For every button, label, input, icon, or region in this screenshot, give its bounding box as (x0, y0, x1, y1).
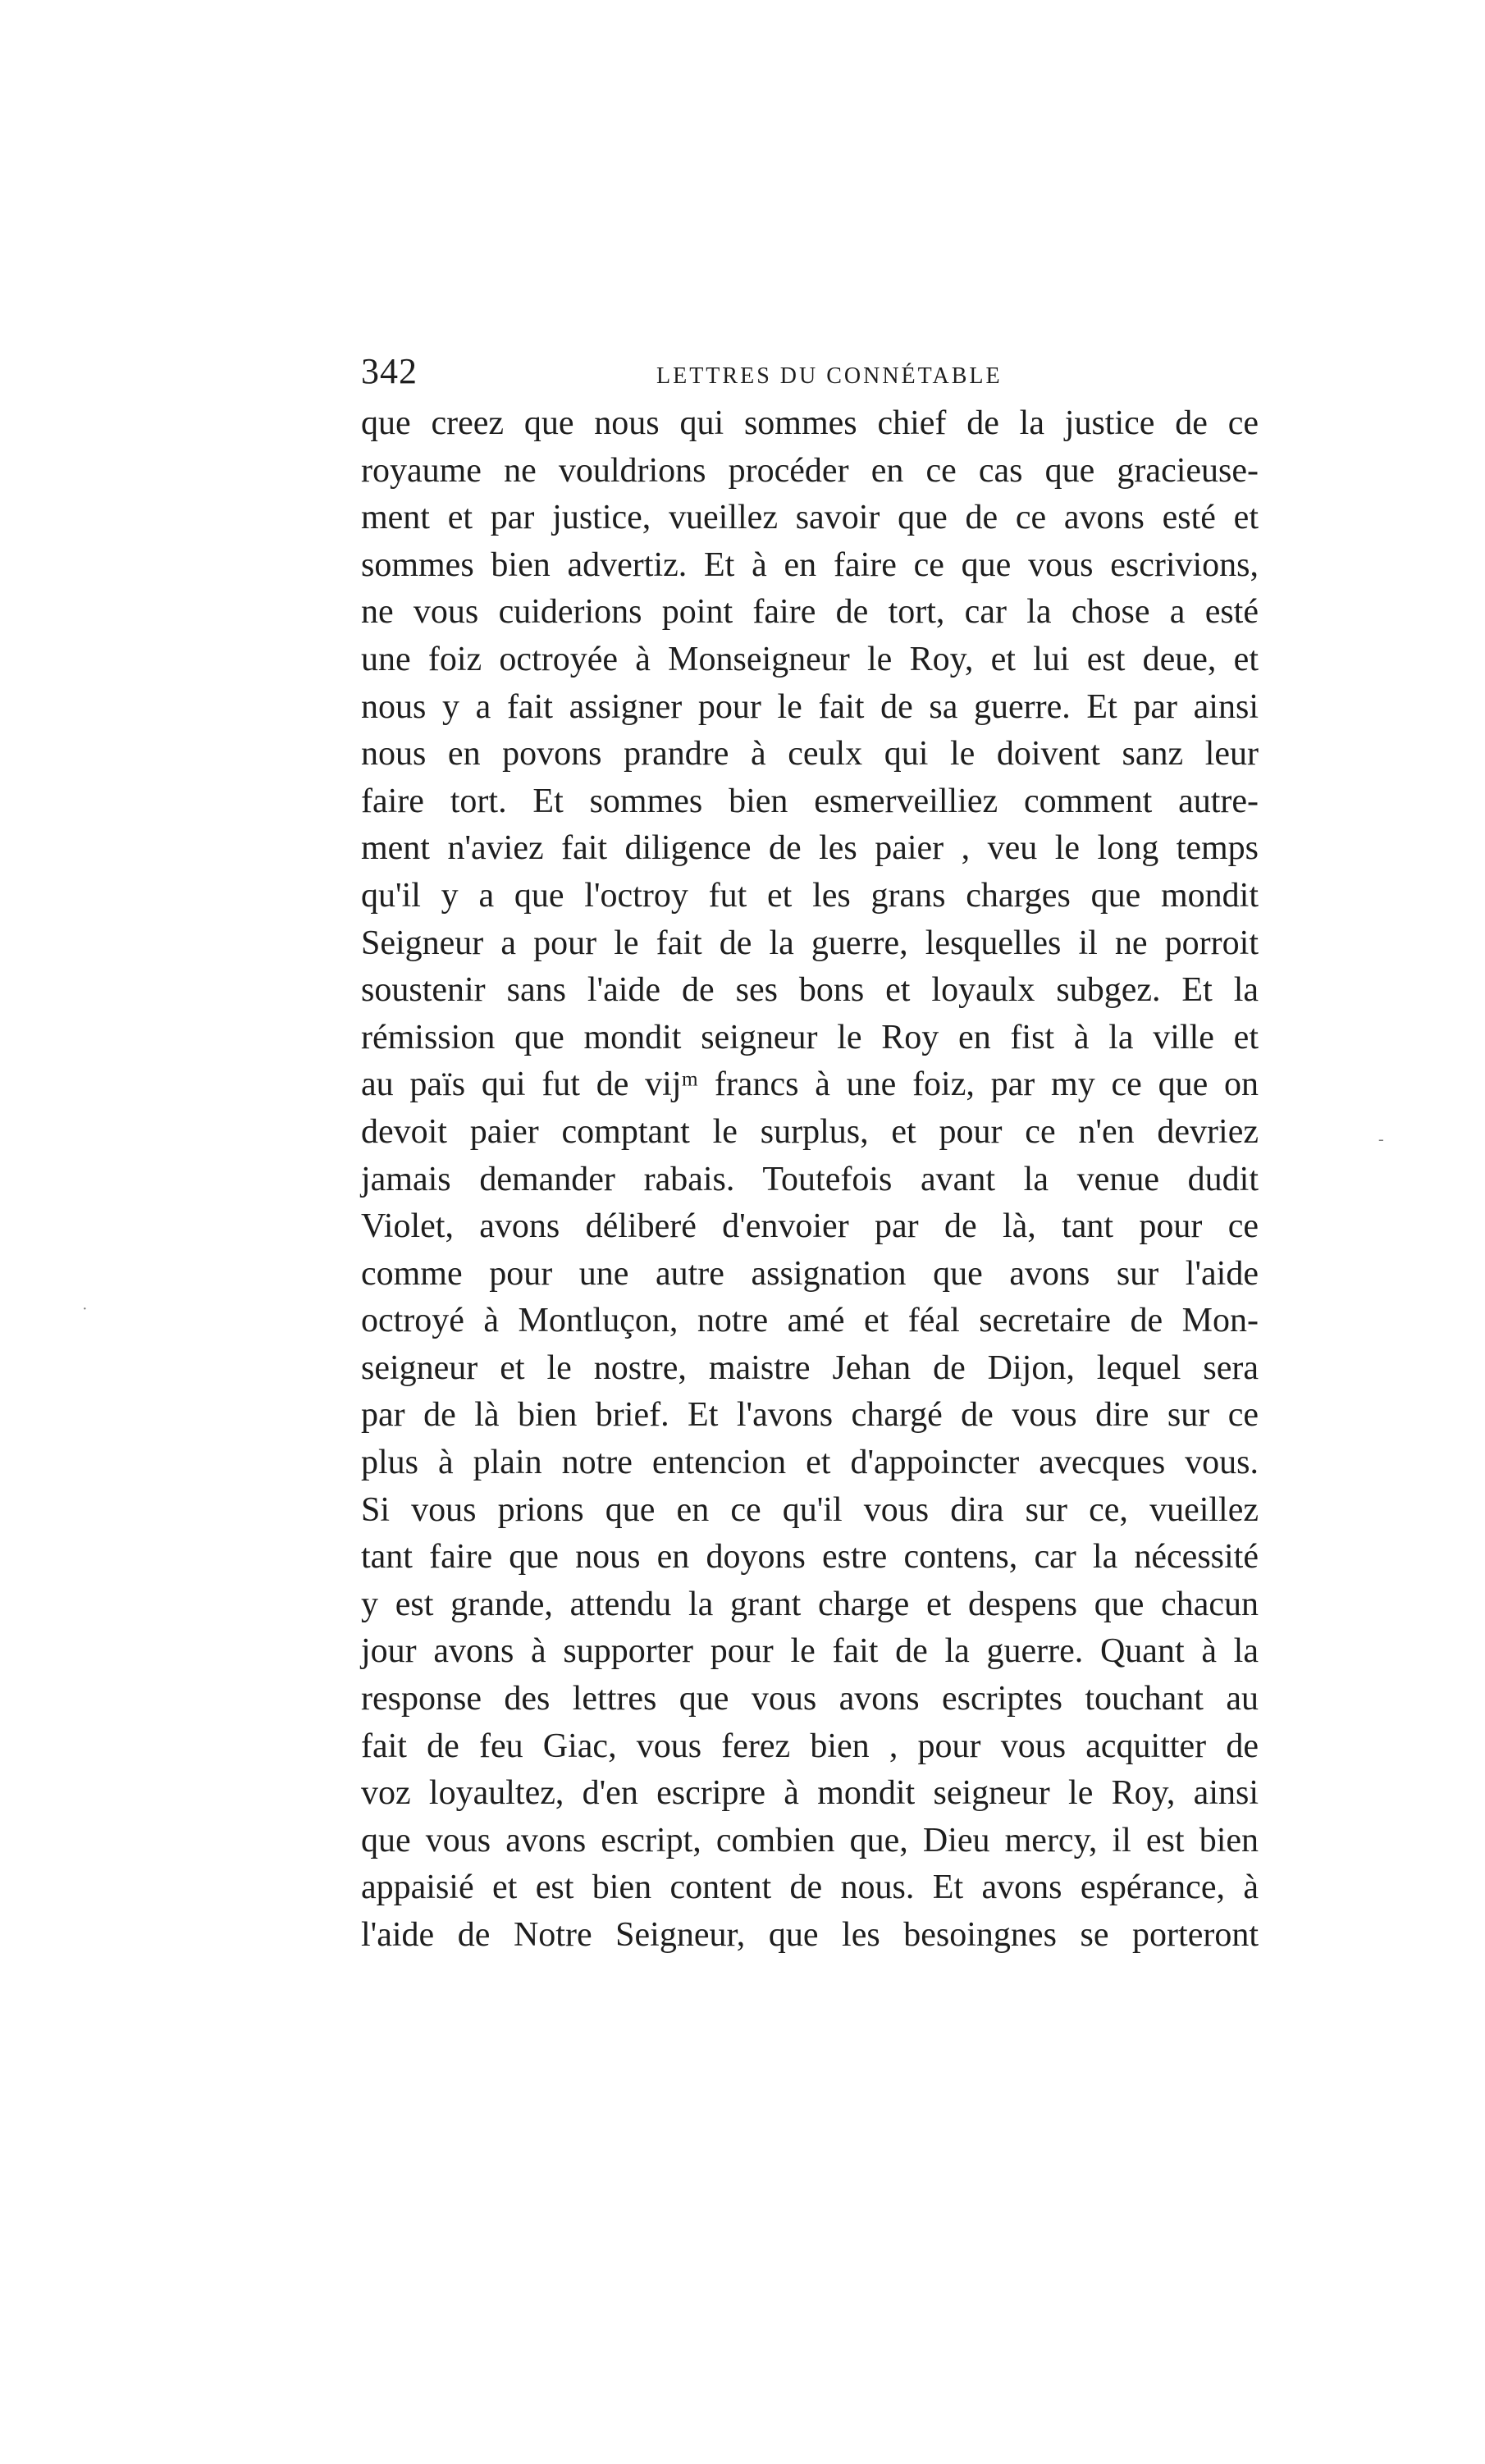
text-line: plus à plain notre entencion et d'appoincter avecques vous. (361, 1444, 1259, 1482)
text-line: jour avons à supporter pour le fait de la guerre. Quant à la (361, 1632, 1259, 1671)
text-line: une foiz octroyée à Monseigneur le Roy, et lui est deue, et (361, 640, 1259, 678)
text-line: voz loyaultez, d'en escripre à mondit seigneur le Roy, ainsi (361, 1774, 1259, 1813)
text-line: ment et par justice, vueillez savoir que de ce avons esté et (361, 499, 1259, 537)
text-line: ment n'aviez fait diligence de les paier , veu le long temps (361, 829, 1259, 868)
text-line: qu'il y a que l'octroy fut et les grans charges que mondit (361, 876, 1259, 915)
text-line: devoit paier comptant le surplus, et pour ce n'en devriez (361, 1112, 1259, 1151)
text-line: ne vous cuiderions point faire de tort, car la chose a esté (361, 593, 1259, 632)
text-line: par de là bien brief. Et l'avons chargé de vous dire sur ce (361, 1396, 1259, 1435)
text-line: rémission que mondit seigneur le Roy en fist à la ville et (361, 1018, 1259, 1056)
text-line: seigneur et le nostre, maistre Jehan de Dijon, lequel sera (361, 1348, 1259, 1387)
running-title: LETTRES DU CONNÉTABLE (656, 363, 1003, 389)
text-line: au païs qui fut de vijᵐ francs à une foiz, par my ce que on (361, 1065, 1259, 1104)
text-line: jamais demander rabais. Toutefois avant la venue dudit (361, 1160, 1259, 1198)
text-line: tant faire que nous en doyons estre contens, car la nécessité (361, 1538, 1259, 1577)
text-line: sommes bien advertiz. Et à en faire ce que vous escrivions, (361, 545, 1259, 584)
body-text (361, 400, 1259, 1960)
text-line: l'aide de Notre Seigneur, que les besoingnes se porteront (361, 1916, 1259, 1954)
text-line: appaisié et est bien content de nous. Et avons espérance, à (361, 1869, 1259, 1907)
text-line: soustenir sans l'aide de ses bons et loyaulx subgez. Et la (361, 971, 1259, 1010)
text-line: nous y a fait assigner pour le fait de sa guerre. Et par ainsi (361, 687, 1259, 726)
text-line: Violet, avons déliberé d'envoier par de là, tant pour ce (361, 1207, 1259, 1246)
text-line: Seigneur a pour le fait de la guerre, lesquelles il ne porroit (361, 924, 1259, 962)
text-line: fait de feu Giac, vous ferez bien , pour vous acquitter de (361, 1727, 1259, 1765)
text-line: nous en povons prandre à ceulx qui le doivent sanz leur (361, 735, 1259, 773)
running-head (361, 343, 1255, 400)
text-line: faire tort. Et sommes bien esmerveilliez comment autre- (361, 782, 1259, 820)
text-line: que creez que nous qui sommes chief de la justice de ce (361, 404, 1259, 442)
text-line: response des lettres que vous avons escriptes touchant au (361, 1680, 1259, 1718)
text-line: que vous avons escript, combien que, Dieu mercy, il est bien (361, 1821, 1259, 1859)
text-line: y est grande, attendu la grant charge et despens que chacun (361, 1585, 1259, 1623)
text-line: royaume ne vouldrions procéder en ce cas que gracieuse- (361, 451, 1259, 490)
text-line: comme pour une autre assignation que avons sur l'aide (361, 1254, 1259, 1293)
text-line: Si vous prions que en ce qu'il vous dira sur ce, vueillez (361, 1490, 1259, 1529)
text-line: octroyé à Montluçon, notre amé et féal secretaire de Mon- (361, 1302, 1259, 1340)
page-number: 342 (361, 351, 418, 391)
margin-speck: · (82, 1300, 88, 1318)
margin-speck: - (1378, 1130, 1384, 1148)
